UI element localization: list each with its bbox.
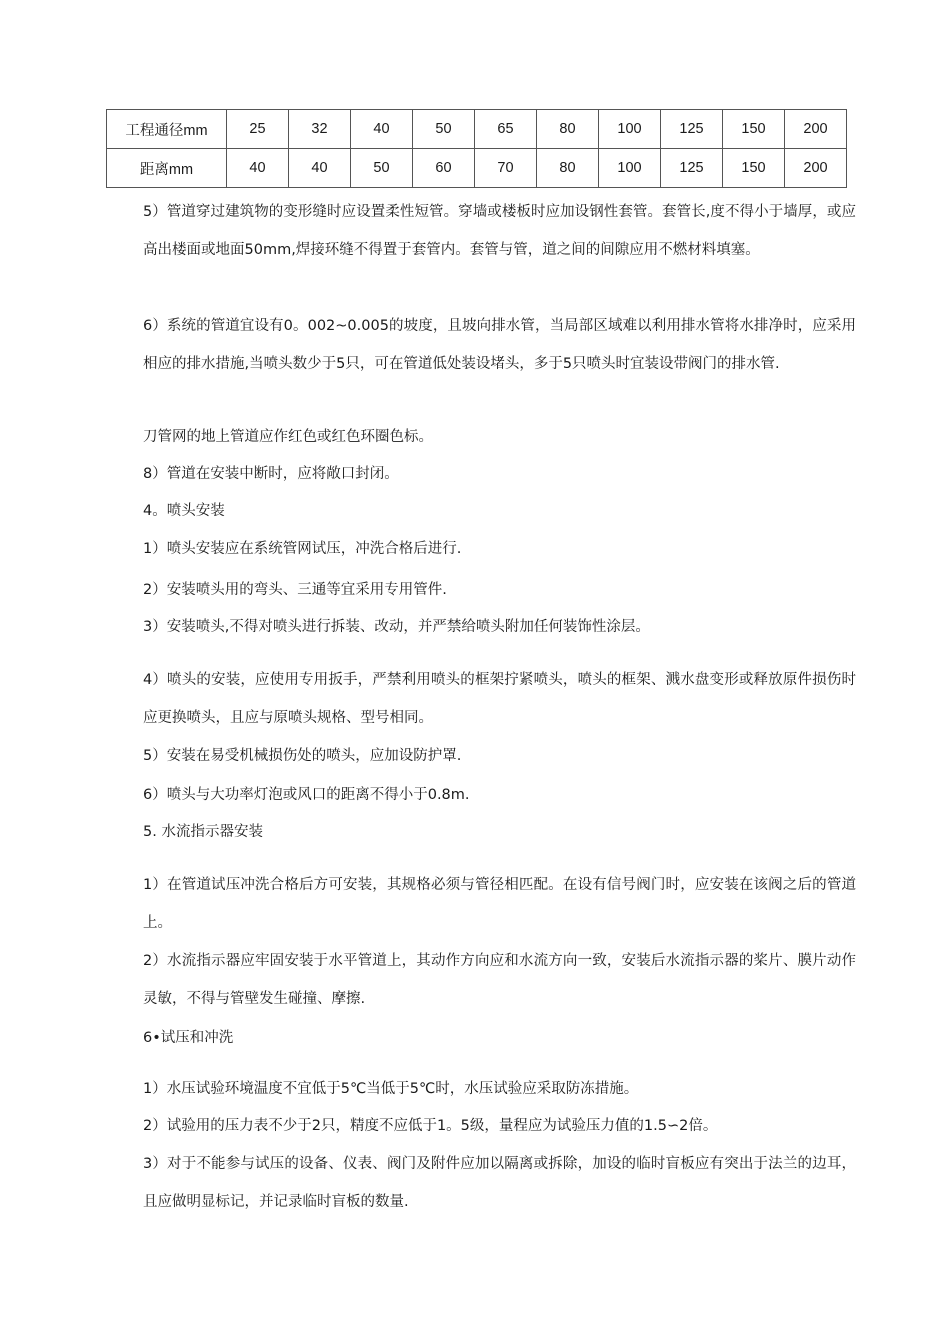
- paragraph-5-sleeve: 5）管道穿过建筑物的变形缝时应设置柔性短管。穿墙或楼板时应加设钢性套管。套管长,度不得小于墙厚，或应高出楼面或地面50mm,焊接环缝不得置于套管内。套管与管，道之间的间隙应用不燃材料填塞。: [143, 204, 856, 258]
- paragraph-7-color-mark: 刀管网的地上管道应作红色或红色环圈色标。: [143, 429, 433, 445]
- table-cell: 60: [413, 149, 475, 188]
- section-heading-flow-indicator: 5. 水流指示器安装: [143, 824, 263, 840]
- section-heading-pressure-test: 6•试压和冲洗: [143, 1030, 234, 1046]
- paragraph-sprinkler-4: 4）喷头的安装，应使用专用扳手，严禁利用喷头的框架拧紧喷头，喷头的框架、溅水盘变形或释放原件损伤时应更换喷头，且应与原喷头规格、型号相同。: [143, 672, 856, 726]
- table-cell: 100: [599, 110, 661, 149]
- table-cell: 50: [413, 110, 475, 149]
- pipe-distance-table-container: [106, 109, 846, 188]
- paragraph-pressure-test-1: 1）水压试验环境温度不宜低于5℃当低于5℃时，水压试验应采取防冻措施。: [143, 1081, 639, 1097]
- table-cell: 125: [661, 110, 723, 149]
- paragraph-sprinkler-1: 1）喷头安装应在系统管网试压，冲洗合格后进行.: [143, 541, 462, 557]
- table-cell: 200: [785, 149, 847, 188]
- table-row-distance: [107, 149, 847, 188]
- table-cell: 25: [227, 110, 289, 149]
- row-header: 工程通径mm: [107, 110, 227, 149]
- paragraph-flow-indicator-1: 1）在管道试压冲洗合格后方可安装，其规格必须与管径相匹配。在设有信号阀门时，应安装在该阀之后的管道上。: [143, 877, 856, 931]
- table-cell: 40: [351, 110, 413, 149]
- table-cell: 200: [785, 110, 847, 149]
- pipe-distance-table: [106, 109, 847, 188]
- paragraph-pressure-test-2: 2）试验用的压力表不少于2只，精度不应低于1。5级，量程应为试验压力值的1.5∽2倍。: [143, 1118, 718, 1134]
- table-cell: 32: [289, 110, 351, 149]
- table-cell: 80: [537, 149, 599, 188]
- paragraph-sprinkler-2: 2）安装喷头用的弯头、三通等宜采用专用管件.: [143, 582, 447, 598]
- table-cell: 100: [599, 149, 661, 188]
- paragraph-6-slope: 6）系统的管道宜设有0。002~0.005的坡度，且坡向排水管，当局部区域难以利用排水管将水排净时，应采用相应的排水措施,当喷头数少于5只，可在管道低处装设堵头，多于5只喷头时宜装设带阀门的排水管.: [143, 318, 856, 372]
- paragraph-sprinkler-6: 6）喷头与大功率灯泡或风口的距离不得小于0.8m.: [143, 787, 470, 803]
- row-header: 距离mm: [107, 149, 227, 188]
- table-cell: 80: [537, 110, 599, 149]
- table-cell: 150: [723, 110, 785, 149]
- table-cell: 70: [475, 149, 537, 188]
- table-row-nominal-diameter: [107, 110, 847, 149]
- table-cell: 150: [723, 149, 785, 188]
- table-cell: 125: [661, 149, 723, 188]
- table-cell: 50: [351, 149, 413, 188]
- paragraph-pressure-test-3: 3）对于不能参与试压的设备、仪表、阀门及附件应加以隔离或拆除，加设的临时盲板应有突出于法兰的边耳，且应做明显标记，并记录临时盲板的数量.: [143, 1156, 856, 1210]
- table-cell: 40: [227, 149, 289, 188]
- paragraph-sprinkler-5: 5）安装在易受机械损伤处的喷头，应加设防护罩.: [143, 748, 462, 764]
- paragraph-flow-indicator-2: 2）水流指示器应牢固安装于水平管道上，其动作方向应和水流方向一致，安装后水流指示器的桨片、膜片动作灵敏，不得与管壁发生碰撞、摩擦.: [143, 953, 856, 1007]
- section-heading-sprinkler: 4。喷头安装: [143, 503, 225, 519]
- paragraph-sprinkler-3: 3）安装喷头,不得对喷头进行拆装、改动，并严禁给喷头附加任何装饰性涂层。: [143, 619, 650, 635]
- paragraph-8-closure: 8）管道在安装中断时，应将敞口封闭。: [143, 466, 399, 482]
- table-cell: 65: [475, 110, 537, 149]
- table-cell: 40: [289, 149, 351, 188]
